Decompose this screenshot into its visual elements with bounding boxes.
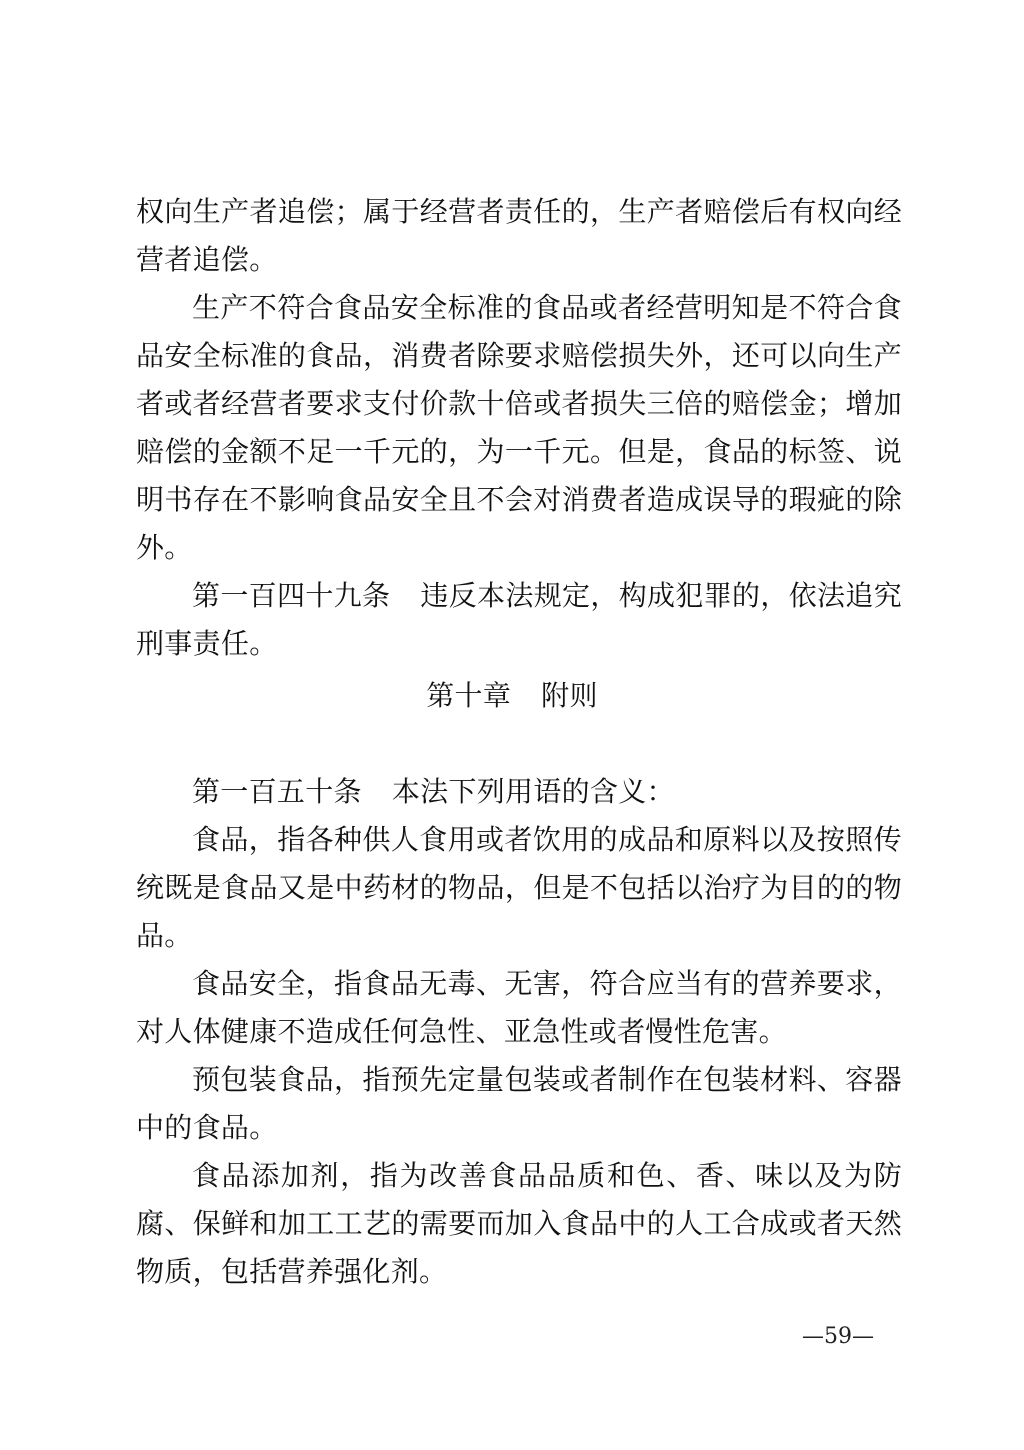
definition-food: 食品，指各种供人食用或者饮用的成品和原料以及按照传统既是食品又是中药材的物品，但是不包括以治疗为目的的物品。 xyxy=(136,823,902,952)
text-block-upper xyxy=(136,188,902,668)
article-150 xyxy=(136,768,902,816)
article-150-text: 本法下列用语的含义： xyxy=(391,775,675,808)
article-149-number: 第一百四十九条 xyxy=(192,579,391,612)
page-number: —59— xyxy=(802,1324,874,1349)
definition-prepackaged-food: 预包装食品，指预先定量包装或者制作在包装材料、容器中的食品。 xyxy=(136,1063,902,1144)
chapter-number: 第十章 xyxy=(426,679,512,712)
article-149-text: 违反本法规定，构成犯罪的，依法追究刑事责任。 xyxy=(136,579,902,660)
text-block-lower xyxy=(136,768,902,1296)
definition-food-additive: 食品添加剂，指为改善食品品质和色、香、味以及为防腐、保鲜和加工工艺的需要而加入食品中的人工合成或者天然物质，包括营养强化剂。 xyxy=(136,1159,902,1288)
paragraph-continuation: 权向生产者追偿；属于经营者责任的，生产者赔偿后有权向经营者追偿。 xyxy=(136,195,902,276)
chapter-heading xyxy=(0,672,1024,720)
article-149 xyxy=(136,572,902,668)
article-150-number: 第一百五十条 xyxy=(192,775,362,808)
chapter-title: 附则 xyxy=(541,679,598,712)
definition-food-safety: 食品安全，指食品无毒、无害，符合应当有的营养要求，对人体健康不造成任何急性、亚急性或者慢性危害。 xyxy=(136,967,902,1048)
paragraph-compensation: 生产不符合食品安全标准的食品或者经营明知是不符合食品安全标准的食品，消费者除要求赔偿损失外，还可以向生产者或者经营者要求支付价款十倍或者损失三倍的赔偿金；增加赔偿的金额不足一千元的，为一千元。但是，食品的标签、说明书存在不影响食品安全且不会对消费者造成误导的瑕疵的除外。 xyxy=(136,291,902,564)
